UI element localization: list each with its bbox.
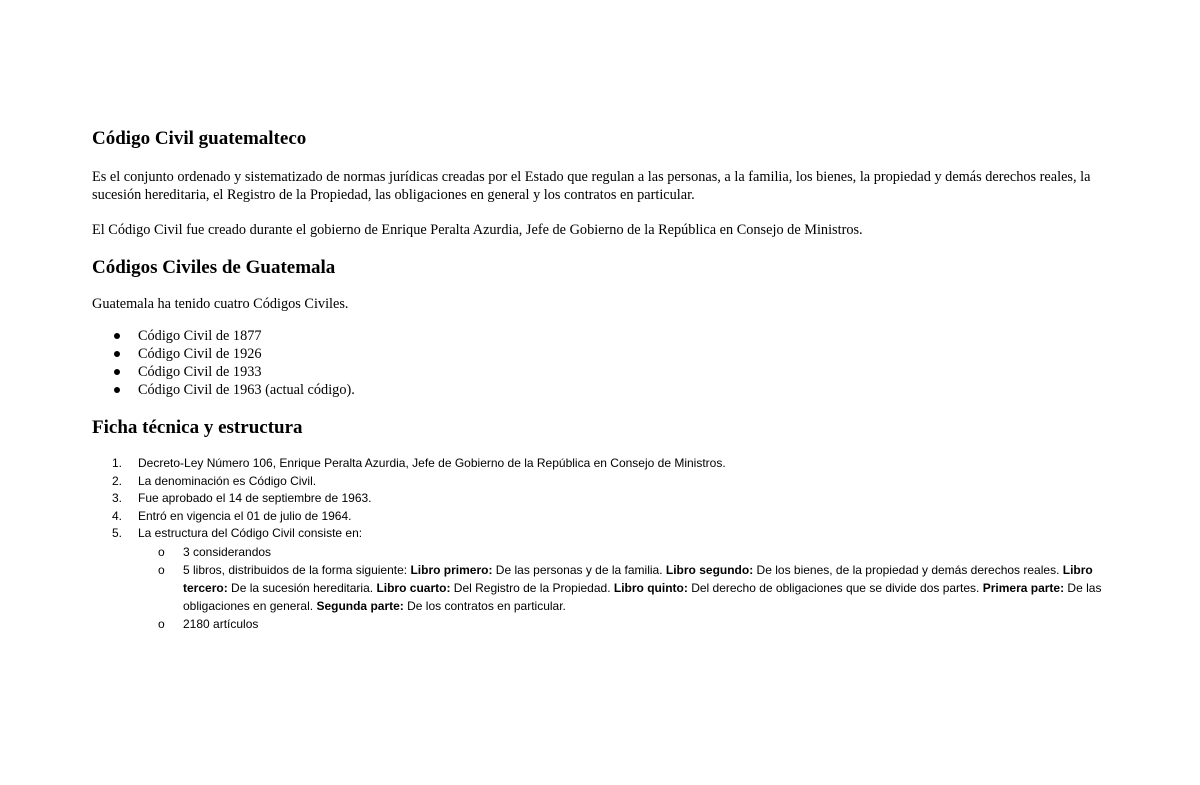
list-item: 3. Fue aprobado el 14 de septiembre de 1963. (92, 490, 1122, 508)
list-item: 4. Entró en vigencia el 01 de julio de 1964. (92, 508, 1122, 526)
heading-codigos-civiles: Códigos Civiles de Guatemala (92, 257, 336, 278)
list-item: 5. La estructura del Código Civil consiste en: o 3 considerandos o 5 libros, distribuidos de la forma siguiente: Libro primero: De las personas y de la familia. Libro segundo: De los bienes, de la propiedad y demás derechos reales. Libro tercero: De la sucesión hereditaria. Libro cuarto: Del Registro de la Propiedad. Libro quinto: Del derecho de obligaciones que se divide dos partes. Primera parte: De las obligaciones en general. Segunda parte: De los contratos en particular. o 2180 artículos (92, 525, 1122, 633)
ficha-list (92, 455, 1122, 633)
list-number: 5. (112, 526, 123, 540)
bullet-icon (114, 369, 120, 375)
heading-codigo-civil: Código Civil guatemalteco (92, 128, 307, 149)
list-item: 1. Decreto-Ley Número 106, Enrique Peralta Azurdia, Jefe de Gobierno de la República en Consejo de Ministros. (92, 455, 1122, 473)
sublist-item: o 5 libros, distribuidos de la forma siguiente: Libro primero: De las personas y de la familia. Libro segundo: De los bienes, de la propiedad y demás derechos reales. Libro tercero: De la sucesión hereditaria. Libro cuarto: Del Registro de la Propiedad. Libro quinto: Del derecho de obligaciones que se divide dos partes. Primera parte: De las obligaciones en general. Segunda parte: De los contratos en particular. (158, 562, 1102, 613)
bullet-icon (114, 333, 120, 339)
codes-intro: Guatemala ha tenido cuatro Códigos Civiles. (92, 296, 349, 312)
circle-bullet-icon: o (158, 616, 165, 631)
list-item: Código Civil de 1877 (92, 327, 1122, 345)
sublist-item: o 2180 artículos (158, 616, 259, 631)
list-item: Código Civil de 1963 (actual código). (92, 381, 1122, 399)
list-number: 3. (112, 491, 123, 505)
list-number: 1. (112, 456, 123, 470)
list-item: 2. La denominación es Código Civil. (92, 473, 1122, 491)
creation-paragraph: El Código Civil fue creado durante el gobierno de Enrique Peralta Azurdia, Jefe de Gobierno de la República en Consejo de Ministros. (92, 222, 863, 238)
structure-sublist (138, 543, 1122, 633)
circle-bullet-icon: o (158, 544, 165, 559)
sublist-item: o 3 considerandos (158, 544, 272, 559)
definition-paragraph: Es el conjunto ordenado y sistematizado de normas jurídicas creadas por el Estado que regulan a las personas, a la familia, los bienes, la propiedad y demás derechos reales, la sucesión hereditaria, el Registro de la Propiedad, las obligaciones en general y los contratos en particular. (92, 169, 1091, 203)
heading-ficha-tecnica: Ficha técnica y estructura (92, 417, 303, 438)
list-item: Código Civil de 1933 (92, 363, 1122, 381)
list-item: Código Civil de 1926 (92, 345, 1122, 363)
bullet-icon (114, 387, 120, 393)
bullet-icon (114, 351, 120, 357)
list-number: 4. (112, 508, 123, 523)
circle-bullet-icon: o (158, 562, 165, 577)
list-number: 2. (112, 473, 123, 488)
codes-list (92, 327, 1122, 399)
document-page (92, 127, 1122, 633)
